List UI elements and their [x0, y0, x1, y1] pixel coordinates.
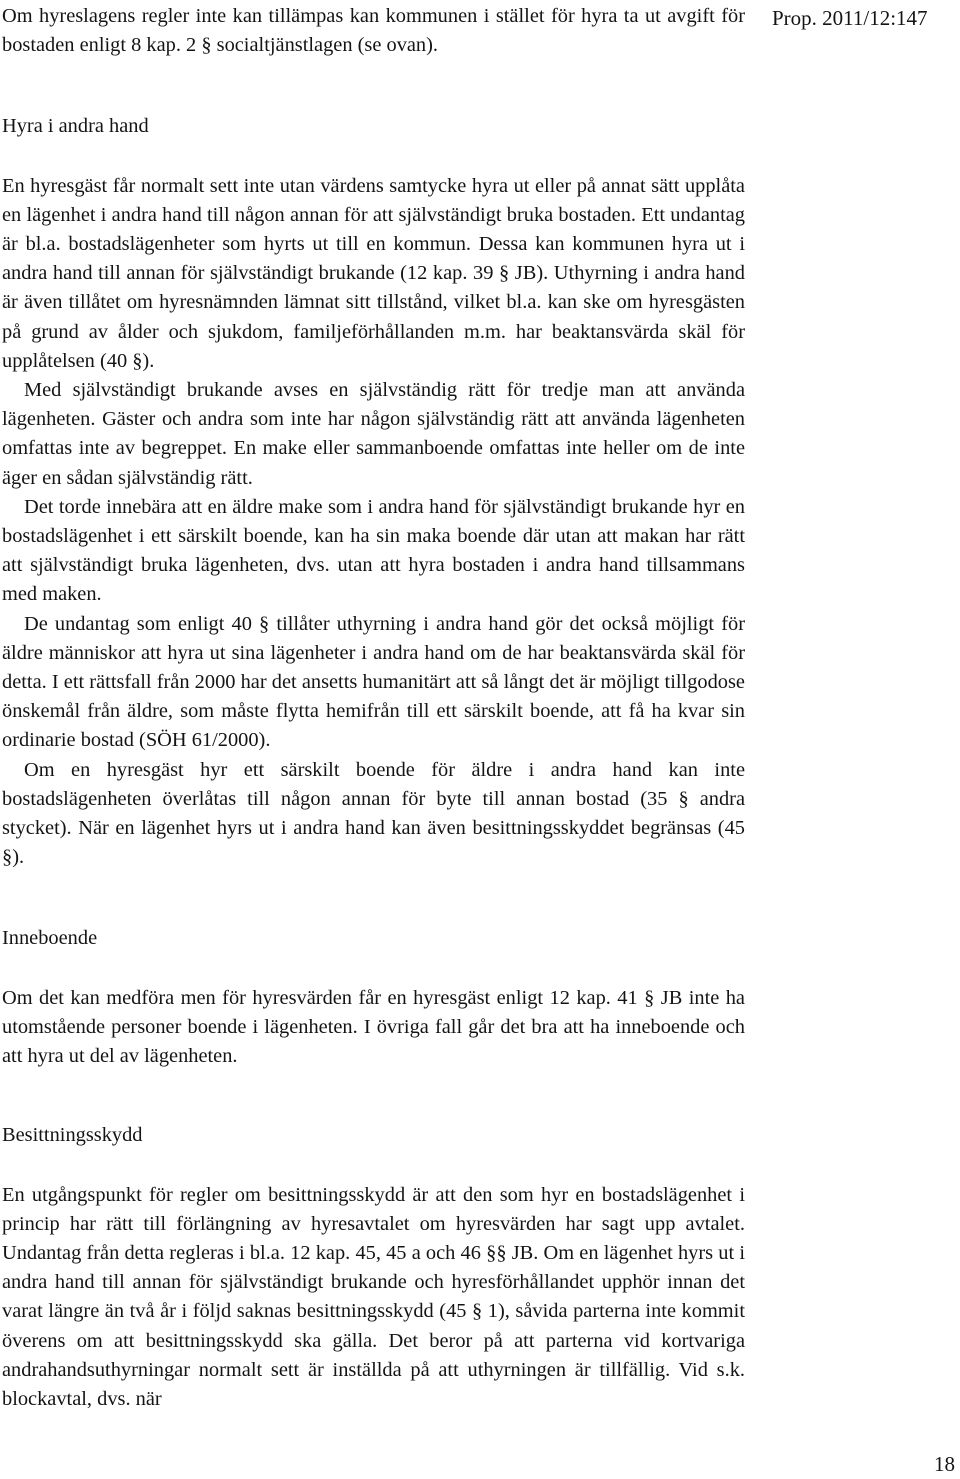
section-heading-besittningsskydd: Besittningsskydd [2, 1124, 143, 1147]
paragraph: En hyresgäst får normalt sett inte utan värdens samtycke hyra ut eller på annat sätt upplåta en lägenhet i andra hand till någon annan för att självständigt bruka bostaden. Ett undantag är bl.a. bostadslägenheter som hyrts ut till en kommun. Dessa kan kommunen hyra ut i andra hand till annan för självständigt brukande (12 kap. 39 § JB). Uthyrning i andra hand är även tillåtet om hyresnämnden lämnat sitt tillstånd, vilket bl.a. kan ske om hyresgästen på grund av ålder och sjukdom, familjeförhållanden m.m. har beaktansvärda skäl för upplåtelsen (40 §). [2, 174, 745, 372]
section-heading-hyra-i-andra-hand: Hyra i andra hand [2, 115, 149, 138]
paragraph: De undantag som enligt 40 § tillåter uthyrning i andra hand gör det också möjligt för äldre människor att hyra ut sina lägenheter i andra hand om de har beaktansvärda skäl för detta. I ett rättsfall från 2000 har det ansetts humanitärt att så långt det är möjligt tillgodose önskemål från äldre, som måste flytta hemifrån till ett särskilt boende, att få ha kvar sin ordinarie bostad (SÖH 61/2000). [2, 612, 745, 752]
paragraph: Om en hyresgäst hyr ett särskilt boende för äldre i andra hand kan inte bostadslägenheten överlåtas till någon annan för byte till annan bostad (35 § andra stycket). När en lägenhet hyrs ut i andra hand kan även besittningsskyddet begränsas (45 §). [2, 758, 745, 869]
document-body [2, 2, 745, 1414]
intro-paragraph: Om hyreslagens regler inte kan tillämpas kan kommunen i stället för hyra ta ut avgift för bostaden enligt 8 kap. 2 § socialtjänstlagen (se ovan). [2, 5, 745, 57]
paragraph: Om det kan medföra men för hyresvärden får en hyresgäst enligt 12 kap. 41 § JB inte ha utomstående personer boende i lägenheten. I övriga fall går det bra att ha inneboende och att hyra ut del av lägenheten. [2, 986, 745, 1068]
paragraph: Med självständigt brukande avses en självständig rätt för tredje man att använda lägenheten. Gäster och andra som inte har någon självständig rätt att använda lägenheten omfattas inte av begreppet. En make eller sammanboende omfattas inte heller om de inte äger en sådan självständig rätt. [2, 379, 745, 489]
paragraph: En utgångspunkt för regler om besittningsskydd är att den som hyr en bostadslägenhet i princip har rätt till förlängning av hyresavtalet om hyresvärden har sagt upp avtalet. Undantag från detta regleras i bl.a. 12 kap. 45, 45 a och 46 §§ JB. Om en lägenhet hyrs ut i andra hand till annan för självständigt brukande och hyresförhållandet upphör innan det varat längre än två år i följd saknas besittningsskydd (45 § 1), såvida parterna inte kommit överens om att besittningsskydd ska gälla. Det beror på att parterna vid kortvariga andrahandsuthyrningar normalt sett är inställda på att uthyrningen är tillfällig. Vid s.k. blockavtal, dvs. när [2, 1183, 745, 1410]
document-reference: Prop. 2011/12:147 [772, 6, 928, 30]
page-number: 18 [934, 1452, 955, 1476]
section-heading-inneboende: Inneboende [2, 927, 98, 950]
paragraph: Det torde innebära att en äldre make som i andra hand för självständigt brukande hyr en bostadslägenhet i ett särskilt boende, kan ha sin maka boende där utan att makan har rätt att självständigt bruka lägenheten, dvs. utan att hyra bostaden i andra hand tillsammans med maken. [2, 495, 745, 606]
